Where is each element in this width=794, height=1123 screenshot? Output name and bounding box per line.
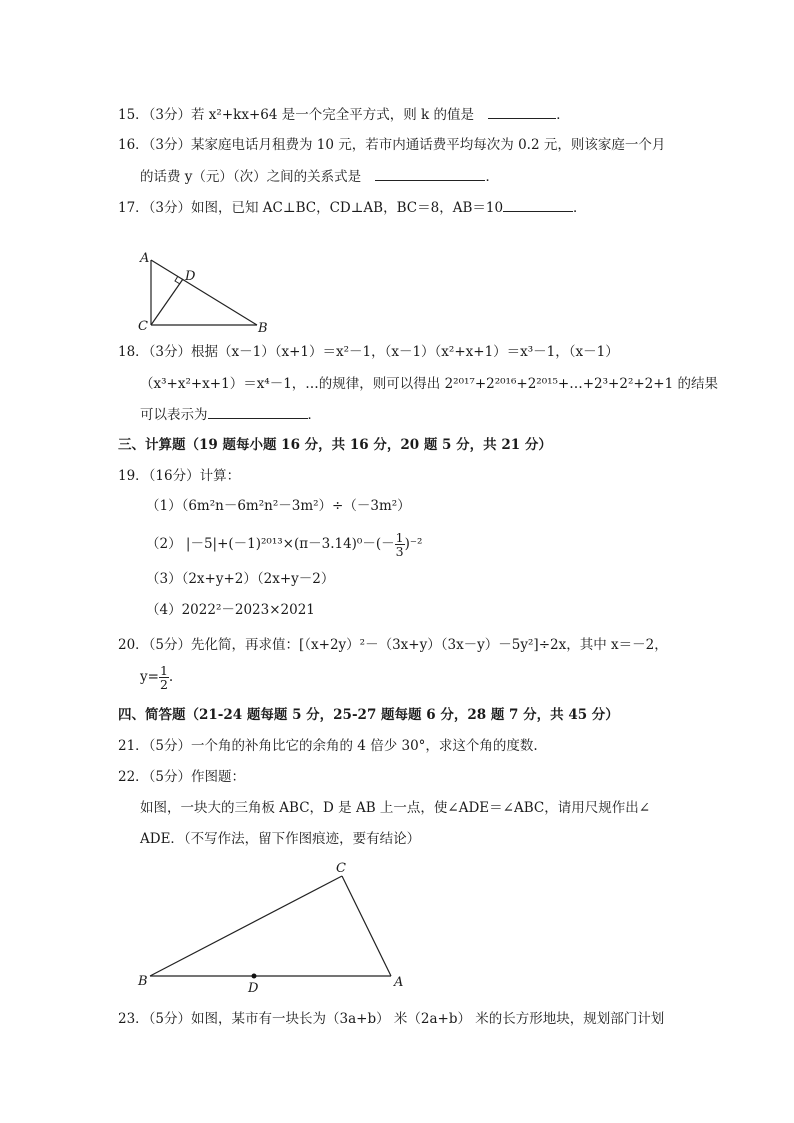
vertex-label-c: C	[138, 319, 148, 334]
triangle-abc-figure	[130, 858, 420, 998]
question-19-title: 19．（16分）计算：	[118, 468, 241, 484]
answer-blank	[488, 104, 556, 119]
section-3-heading: 三、计算题（19 题每小题 16 分，共 16 分，20 题 5 分，共 21 分）	[118, 437, 552, 453]
question-16-line-2: 的话费 y（元）（次）之间的关系式是 ．	[140, 166, 499, 186]
question-15: 15．（3分）若 x²+kx+64 是一个完全平方式，则 k 的值是 ．	[118, 104, 570, 124]
question-22-line-1: 如图，一块大的三角板 ABC，D 是 AB 上一点，使∠ADE＝∠ABC，请用尺规作出∠	[140, 800, 651, 816]
expression: |－5|+(－1)²⁰¹³×(π－3.14)⁰－(－	[185, 536, 395, 552]
section-4-heading: 四、简答题（21-24 题每题 5 分，25-27 题每题 6 分，28 题 7 分，共 45 分）	[118, 707, 619, 723]
question-18-line-1: 18．（3分）根据（x－1）（x+1）＝x²－1，（x－1）（x²+x+1）＝x³－1，（x－1）	[118, 344, 619, 360]
question-21: 21．（5分）一个角的补角比它的余角的 4 倍少 30°，求这个角的度数.	[118, 738, 538, 754]
question-23: 23．（5分）如图，某市有一块长为（3a+b） 米（2a+b） 米的长方形地块，规划部门计划	[118, 1011, 665, 1027]
question-17-text: 17．（3分）如图，已知 AC⊥BC，CD⊥AB，BC＝8，AB＝10	[118, 200, 504, 216]
answer-blank	[208, 404, 308, 419]
question-22-line-2: ADE．（不写作法，留下作图痕迹，要有结论）	[140, 831, 421, 847]
question-17: 17．（3分）如图，已知 AC⊥BC，CD⊥AB，BC＝8，AB＝10 ．	[118, 197, 587, 217]
question-20-line-2: y= $\frac{1}{2}$ .	[140, 663, 174, 692]
question-19-part-2	[146, 531, 422, 558]
part-number: （2）	[146, 536, 182, 552]
vertex-label-a: A	[394, 975, 404, 990]
question-18-line-3-text: 可以表示为	[140, 407, 208, 423]
question-16-line-2-text: 的话费 y（元）（次）之间的关系式是	[140, 169, 362, 185]
vertex-label-b: B	[138, 974, 148, 989]
right-triangle-figure	[130, 248, 280, 338]
y-equals: y=	[140, 669, 159, 685]
question-18-line-3: 可以表示为 ．	[140, 404, 321, 424]
question-19-part-4: （4）2022²－2023×2021	[146, 602, 315, 618]
answer-blank	[503, 197, 573, 212]
vertex-label-d: D	[185, 269, 196, 284]
question-20-line-1: 20．（5分）先化简，再求值：[（x+2y）²－（3x+y）（3x－y）－5y²]÷2x，其中 x＝－2，	[118, 637, 668, 653]
question-16-line-1: 16．（3分）某家庭电话月租费为 10 元，若市内通话费平均每次为 0.2 元，则该家庭一个月	[118, 137, 666, 153]
question-18-line-2: （x³+x²+x+1）＝x⁴－1，…的规律，则可以得出 2²⁰¹⁷+2²⁰¹⁶+2²⁰¹⁵+…+2³+2²+2+1 的结果	[140, 376, 718, 392]
expression-tail: )⁻²	[404, 536, 423, 552]
question-19-part-1: （1）（6m²n－6m²n²－3m²）÷（－3m²）	[146, 498, 411, 514]
question-22-title: 22．（5分）作图题：	[118, 769, 246, 785]
question-19-part-3: （3）（2x+y+2）（2x+y－2）	[146, 571, 335, 587]
fraction-one-half: $\frac{1}{2}$	[159, 663, 168, 692]
answer-blank	[375, 166, 485, 181]
vertex-label-d: D	[248, 981, 259, 996]
fraction-one-third: $\frac{1}{3}$	[395, 530, 404, 559]
point-d-marker	[252, 974, 257, 979]
question-15-text: 15．（3分）若 x²+kx+64 是一个完全平方式，则 k 的值是	[118, 107, 474, 123]
vertex-label-b: B	[258, 321, 268, 336]
vertex-label-a: A	[140, 251, 150, 266]
vertex-label-c: C	[336, 861, 346, 876]
